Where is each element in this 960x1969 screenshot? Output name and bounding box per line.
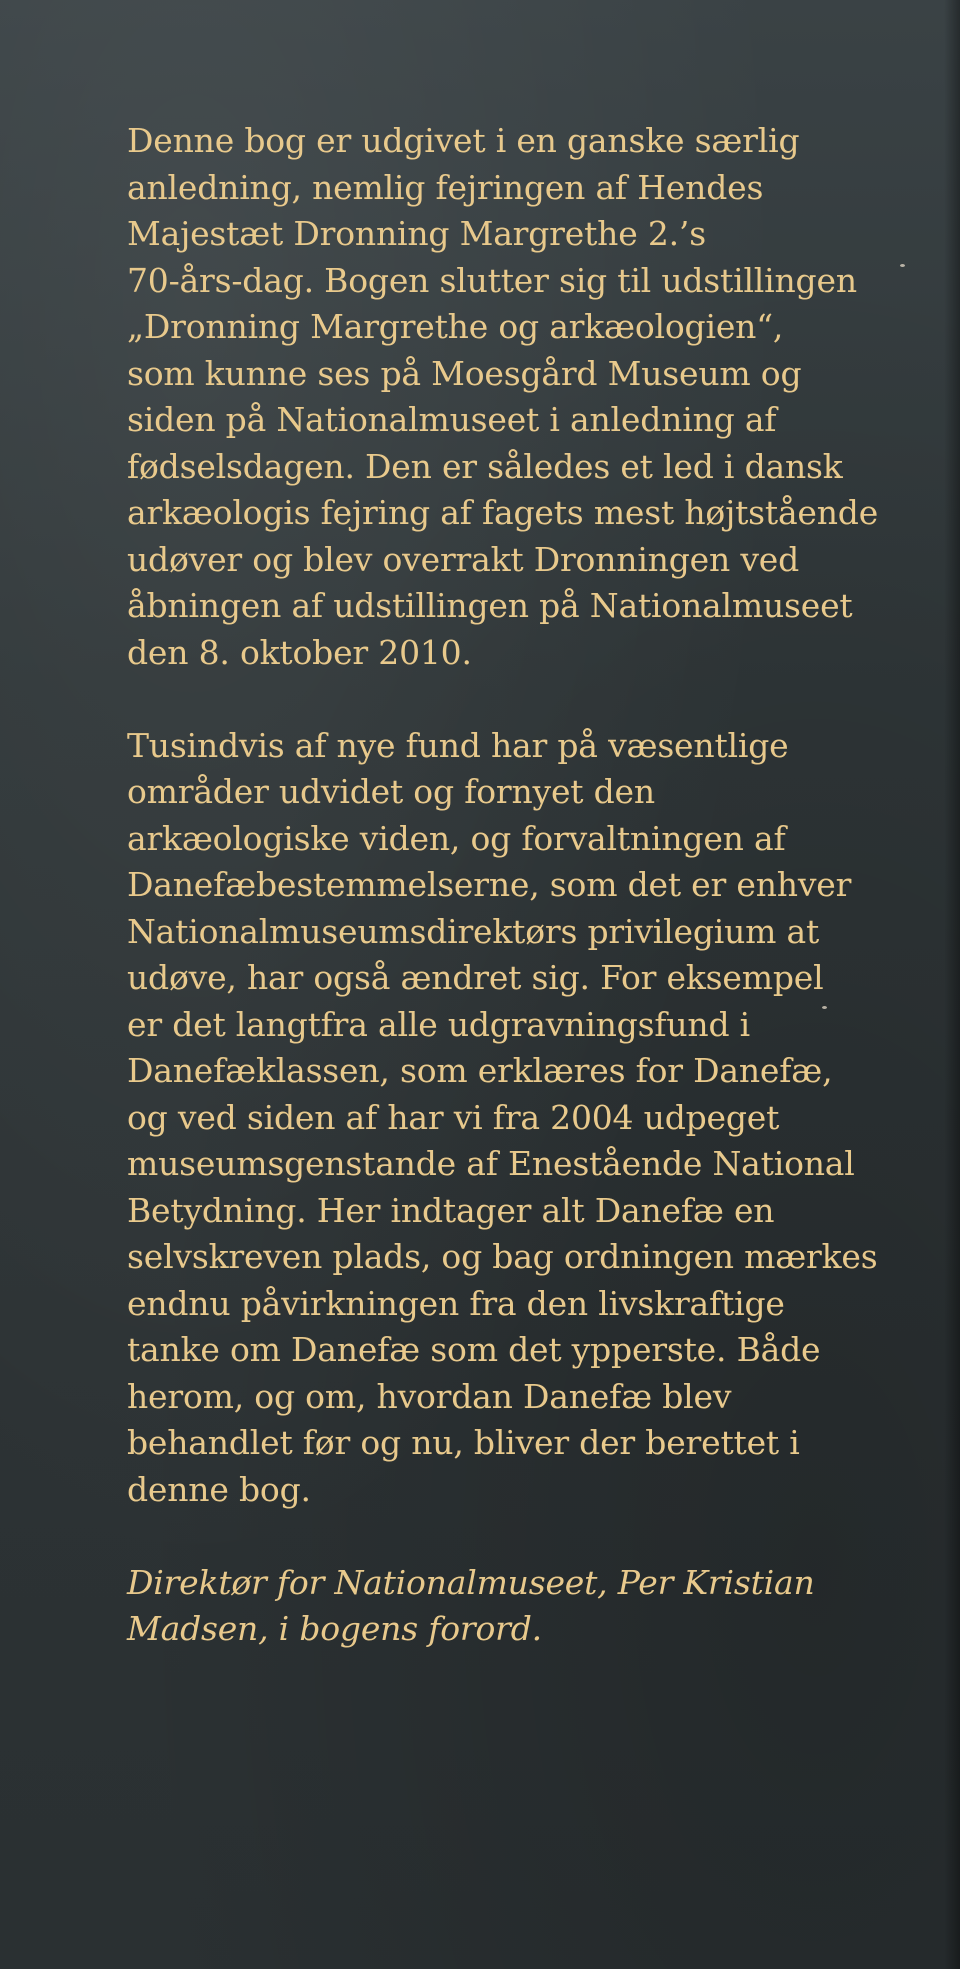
- text-line: den 8. oktober 2010.: [127, 632, 472, 672]
- attribution: [127, 1560, 867, 1653]
- text-line: Nationalmuseumsdirektørs privilegium at: [127, 911, 820, 951]
- text-line: museumsgenstande af Enestående National: [127, 1144, 855, 1183]
- text-line: selvskreven plads, og bag ordningen mærkes: [127, 1237, 878, 1276]
- text-line: Majestæt Dronning Margrethe 2.’s: [127, 214, 706, 253]
- paragraph-gap: [127, 676, 867, 723]
- text-line: denne bog.: [127, 1469, 311, 1509]
- paragraph-2: [127, 723, 878, 1514]
- text-line: Denne bog er udgivet i en ganske særlig: [127, 121, 800, 160]
- text-line: arkæologiske viden, og forvaltningen af: [127, 818, 786, 858]
- text-line: anledning, nemlig fejringen af Hendes: [127, 167, 764, 207]
- text-line: siden på Nationalmuseet i anledning af: [127, 400, 777, 439]
- text-line: udøver og blev overrakt Dronningen ved: [127, 539, 800, 579]
- text-line: er det langtfra alle udgravningsfund i: [127, 1004, 751, 1044]
- text-line: Danefæbestemmelserne, som det er enhver: [127, 865, 852, 904]
- text-line: Betydning. Her indtager alt Danefæ en: [127, 1190, 775, 1230]
- text-line: „Dronning Margrethe og arkæologien“,: [127, 307, 784, 346]
- paragraph-1: [127, 118, 879, 676]
- attribution-line: Direktør for Nationalmuseet, Per Kristian: [127, 1562, 815, 1602]
- text-line: Danefæklassen, som erklæres for Danefæ,: [127, 1051, 833, 1090]
- text-line: 70-års-dag. Bogen slutter sig til udstillingen: [127, 260, 857, 300]
- text-line: arkæologis fejring af fagets mest højtstående: [127, 493, 879, 532]
- text-line: udøve, har også ændret sig. For eksempel: [127, 958, 824, 997]
- cover-edge-shadow: [944, 0, 960, 1969]
- text-line: som kunne ses på Moesgård Museum og: [127, 353, 802, 393]
- text-line: behandlet før og nu, bliver der berettet i: [127, 1423, 800, 1462]
- text-line: og ved siden af har vi fra 2004 udpeget: [127, 1097, 780, 1137]
- text-line: fødselsdagen. Den er således et led i dansk: [127, 446, 843, 486]
- text-line: tanke om Danefæ som det ypperste. Både: [127, 1330, 821, 1369]
- text-line: Tusindvis af nye fund har på væsentlige: [127, 725, 789, 765]
- blurb-text: [127, 118, 879, 1653]
- dust-speck: [900, 264, 905, 267]
- text-line: områder udvidet og fornyet den: [127, 772, 655, 811]
- text-line: herom, og om, hvordan Danefæ blev: [127, 1376, 732, 1416]
- attribution-line: Madsen, i bogens forord.: [127, 1609, 542, 1648]
- text-line: åbningen af udstillingen på Nationalmuseet: [127, 586, 853, 625]
- paragraph-gap: [127, 1513, 867, 1560]
- text-line: endnu påvirkningen fra den livskraftige: [127, 1283, 785, 1323]
